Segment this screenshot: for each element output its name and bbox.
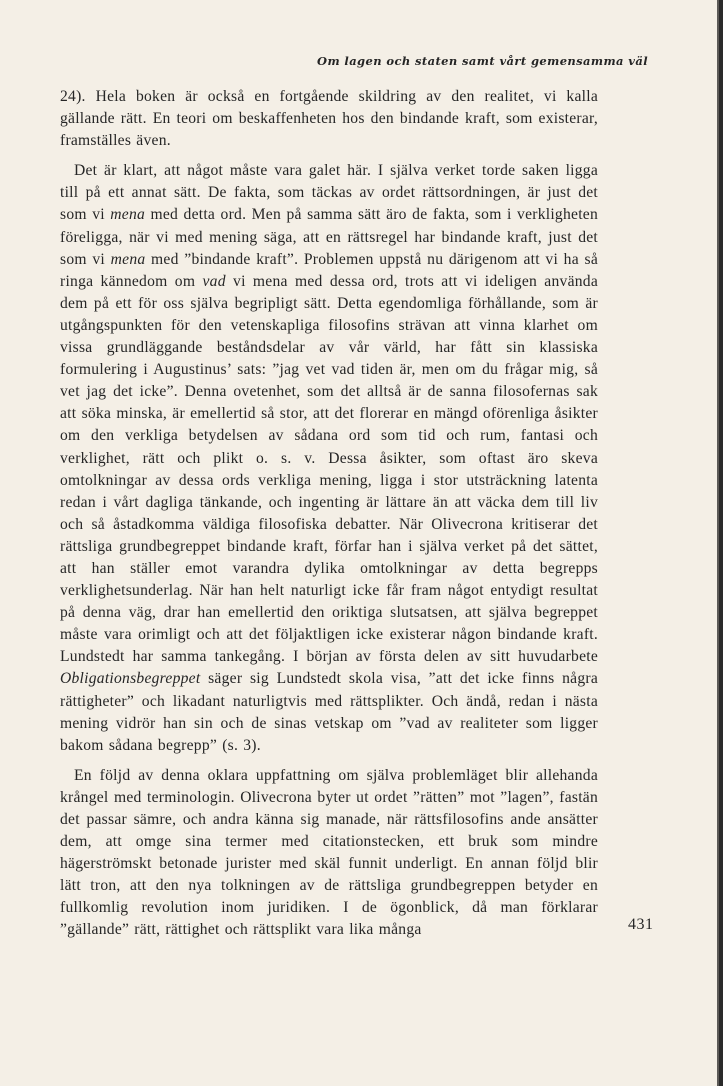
text-segment: med ”bindande kraft”. Problemen uppstå nu därigenom att vi ha så ringa kännedom om [60, 250, 599, 290]
paragraph-gap [60, 757, 598, 765]
body-text [60, 86, 598, 942]
text-segment: 24). Hela boken är också en fortgående skildring av den realitet, vi kalla gällande rätt. En teori om beskaffenheten hos den bindande kraft, som existerar, framställes även. [60, 88, 598, 150]
paragraph [60, 765, 598, 942]
text-segment: med detta ord. Men på samma sätt äro de fakta, som i verkligheten föreligga, när vi med mening säga, att en rättsregel har bindande kraft, just det som vi [60, 206, 598, 268]
text-segment: vi mena med dessa ord, trots att vi ideligen använda dem på ett för oss själva begripligt sätt. Detta egendomliga förhållande, som är utgångspunkten för den vetenskapliga filosofins strävan att vinna klarhet om vissa grundläggande beståndsdelar av vår värld, har fått sin klassiska formulering i Augustinus’ sats: ”jag vet vad tiden är, men om du frågar mig, så vet jag det icke”. Denna ovetenhet, som det alltså är de sanna filosofernas sak att söka minska, är emellertid så stor, att det florerar en mängd oförenliga åsikter om den verkliga betydelsen av sådana ord som tid och rum, fantasi och verklighet, rätt och plikt o. s. v. Dessa åsikter, som oftast äro skeva omtolkningar av dessa ords verkliga mening, ligga i stor utsträckning latenta redan i vårt dagliga tänkande, och ingenting är lättare än att väcka dem till liv och så åstadkomma väldiga filosofiska debatter. När Olivecrona kritiserar det rättsliga grundbegreppet bindande kraft, förfar han i själva verket på det sättet, att han ställer emot varandra dylika omtolkningar av detta begrepps verklighetsunderlag. När han helt naturligt icke får fram något entydigt resultat på denna väg, drar han emellertid den oriktiga slutsatsen, att själva begreppet måste vara orimligt och att det följaktligen icke existerar någon bindande kraft. Lundstedt har samma tankegång. I början av första delen av sitt huvudarbete [60, 272, 599, 666]
paragraph [60, 160, 598, 757]
emphasis: mena [110, 250, 146, 268]
paragraph-gap [60, 152, 598, 160]
text-segment: En följd av denna oklara uppfattning om själva problemläget blir allehanda krångel med terminologin. Olivecrona byter ut ordet ”rätten” mot ”lagen”, fastän det passar sämre, och andra känna sig manade, när rättsfilosofins ande ansätter dem, att omge sina termer med citationstecken, ett bruk som mindre hägerströmskt betonade jurister med skäl funnit underligt. En annan följd blir lätt tron, att den nya tolkningen av de rättsliga grundbegreppen betyder en fullkomlig revolution inom juridiken. I de ögonblick, då man förklarar ”gällande” rätt, rättighet och rättsplikt vara lika många [60, 766, 598, 939]
paragraph [60, 86, 598, 152]
book-title: Obligationsbegreppet [60, 670, 201, 688]
emphasis: vad [202, 272, 226, 290]
running-head: Om lagen och staten samt vårt gemensamma väl [317, 54, 648, 68]
page-number: 431 [628, 916, 654, 933]
emphasis: mena [110, 206, 146, 224]
text-segment: säger sig Lundstedt skola visa, ”att det icke finns några rättigheter” och likadant naturligtvis med rättsplikter. Och ändå, redan i nästa mening vidrör han sin och de sinas vetskap om ”vad av realiteter som ligger bakom sådana begrepp” (s. 3). [60, 670, 598, 754]
text-segment: Det är klart, att något måste vara galet här. I själva verket torde saken ligga till på ett annat sätt. De fakta, som täckas av ordet rättsordningen, är just det som vi [60, 162, 598, 224]
